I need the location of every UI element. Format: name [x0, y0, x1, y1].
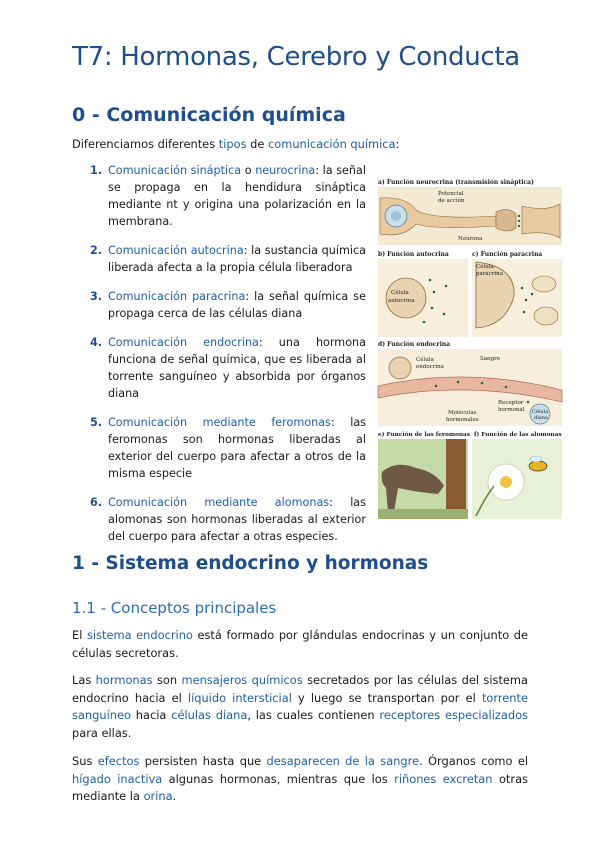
paragraph-2: Las hormonas son mensajeros químicos secretados por las células del sistema endocrino hacia el líquido intersticial y luego se transportan por el torrente sanguíneo hacia células diana, las cuales contienen receptores especializados para ellas.	[72, 673, 528, 740]
label-potencial: Potencial	[438, 191, 464, 197]
list-item: 4. Comunicación endocrina: una hormona funciona de señal química, que es liberada al torrente sanguíneo y absorbida por órganos diana	[90, 336, 366, 400]
communication-types-list	[90, 162, 366, 557]
panel-f-title: f) Función de las alomonas	[474, 432, 562, 438]
section-heading-0: 0 - Comunicación química	[72, 104, 346, 126]
label-d-endocrina: endocrina	[416, 364, 444, 370]
label-b-autocrina: autocrina	[388, 298, 415, 304]
panel-b-title: b) Función autocrina	[378, 251, 449, 258]
hormone-dot	[457, 381, 460, 384]
neurotransmitter-dot	[518, 215, 520, 217]
hormone-dot	[435, 385, 438, 388]
tree-trunk-icon	[446, 439, 466, 519]
communication-diagram	[376, 176, 564, 520]
label-d-celula2: Célula	[532, 409, 549, 415]
list-item: 3. Comunicación paracrina: la señal química se propaga cerca de las células diana	[90, 290, 366, 320]
bee-wing-icon	[530, 456, 542, 462]
label-b-celula: Célula	[391, 290, 409, 296]
endocrine-cell-icon	[389, 357, 411, 379]
section-heading-1: 1 - Sistema endocrino y hormonas	[72, 553, 429, 574]
label-d-moleculas: Moléculas	[448, 410, 477, 416]
signal-dot	[431, 307, 434, 310]
neuron-nucleus-icon	[391, 211, 401, 221]
hormone-dot	[505, 386, 508, 389]
label-c-celula: Célula	[476, 264, 494, 270]
signal-dot	[521, 287, 524, 290]
neurotransmitter-dot	[518, 220, 520, 222]
target-cell-icon	[532, 276, 556, 292]
label-d-hormonales: hormonales	[446, 417, 479, 423]
list-item: 6. Comunicación mediante alomonas: las alomonas son hormonas liberadas al exterior del cuerpo para afectar a otras especies.	[90, 496, 366, 543]
signal-dot	[433, 291, 436, 294]
label-d-celula: Célula	[416, 357, 434, 363]
list-item: 2. Comunicación autocrina: la sustancia química liberada afecta a la propia célula liberadora	[90, 244, 366, 274]
hormone-dot	[527, 401, 530, 404]
signal-dot	[429, 279, 432, 282]
target-cell-icon	[522, 204, 560, 238]
signal-dot	[423, 321, 426, 324]
hormone-dot	[481, 382, 484, 385]
panel-c-title: c) Función paracrina	[472, 251, 543, 258]
label-d-sangre: Sangre	[480, 356, 500, 362]
subsection-heading: 1.1 - Conceptos principales	[72, 599, 277, 617]
neurotransmitter-dot	[518, 225, 520, 227]
ground-icon	[378, 509, 468, 519]
signal-dot	[525, 299, 528, 302]
panel-e-title: e) Función de las feromonas	[378, 432, 471, 438]
signal-dot	[523, 311, 526, 314]
signal-dot	[445, 285, 448, 288]
label-neurona: Neurona	[458, 236, 483, 242]
target-cell-icon	[534, 307, 558, 325]
label-de-accion: de acción	[438, 198, 465, 204]
paragraph-1: El sistema endocrino está formado por glándulas endocrinas y un conjunto de células secretoras.	[72, 628, 529, 660]
bee-icon	[529, 461, 547, 471]
section-0-intro: Diferenciamos diferentes tipos de comunicación química:	[72, 137, 400, 151]
label-c-paracrina: paracrina	[476, 271, 503, 277]
label-d-receptor: Receptor	[498, 400, 524, 406]
list-item: 5. Comunicación mediante feromonas: las feromonas son hormonas liberadas al exterior del cuerpo para afectar a otros de la misma especie	[90, 416, 366, 480]
list-item: 1. Comunicación sináptica o neurocrina: la señal se propaga en la hendidura sináptica mediante nt y origina una polarización en la membrana.	[90, 164, 366, 228]
panel-a-title: a) Función neurocrina (transmisión sináptica)	[378, 179, 534, 186]
label-d-diana: diana	[534, 415, 548, 421]
signal-dot	[531, 293, 534, 296]
paragraph-3: Sus efectos persisten hasta que desaparecen de la sangre. Órganos como el hígado inactiva algunas hormonas, mientras que los riñones excretan otras mediante la orina.	[72, 754, 529, 803]
synapse-terminal-icon	[496, 209, 516, 231]
flower-center-icon	[500, 476, 512, 488]
signal-dot	[443, 313, 446, 316]
label-d-hormonal: hormonal	[498, 407, 525, 413]
page-title: T7: Hormonas, Cerebro y Conducta	[72, 42, 520, 72]
panel-d-title: d) Función endocrina	[378, 341, 451, 348]
